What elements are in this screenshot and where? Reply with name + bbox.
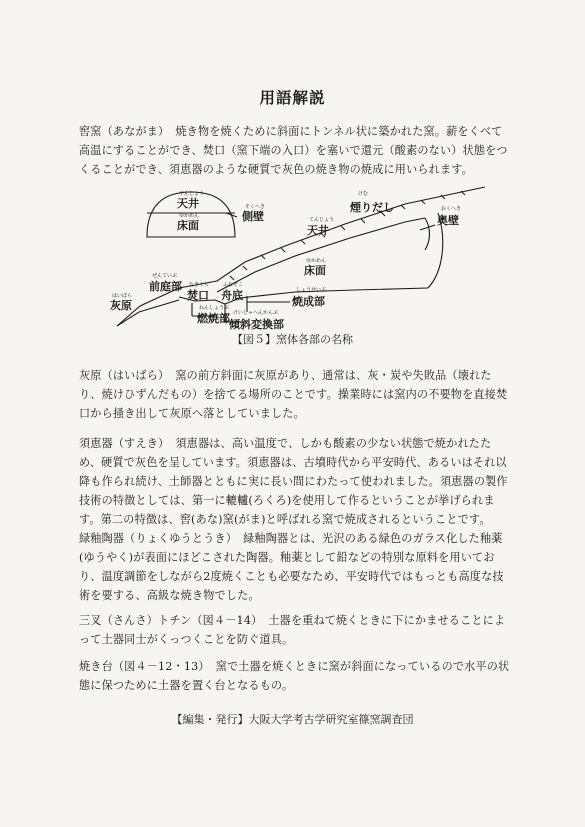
transition-label: 傾斜変換部 — [229, 318, 284, 331]
term-description: 窯の前方斜面に灰原があり、通常は、灰・炭や失敗品（壊れたり、焼けひずんだもの）を捨てる場所のことです。操業時には窯内の不要物を直接焚口から掻き出して灰原へ落としていました。 — [79, 369, 508, 420]
kiln-diagram — [95, 180, 505, 332]
backwall-ruby: おくへき — [441, 206, 462, 212]
floor-ruby: ゆかめん — [306, 258, 327, 264]
term-label: 焼き台（図４－12・13） — [79, 660, 210, 673]
term-paragraph — [79, 366, 511, 423]
term-label: 灰原（はいばら） — [79, 369, 170, 382]
term-description: 焼き物を焼くために斜面にトンネル状に築かれた窯。薪をくべて高温にすることができ、焚口（窯下端の入口）を塞いで還元（酸素のない）状態をつくることができ、須恵器のような硬質で灰色の焼き物の焼成に用いられます。 — [79, 125, 508, 176]
sidewall-ruby: そくへき — [245, 204, 266, 210]
transition-ruby: けいしゃへんかんぶ — [233, 310, 279, 316]
term-label: 緑釉陶器（りょくゆうとうき） — [79, 532, 238, 545]
chimney-label: 煙りだし — [350, 201, 394, 214]
term-paragraph — [79, 122, 511, 179]
ceiling-small-label: 天井 — [177, 197, 199, 210]
chimney-ruby: けむ — [358, 191, 369, 197]
chimney-line — [425, 218, 430, 250]
term-description: 窯で土器を焼くときに窯が斜面になっているので水平の状態に保つために土器を置く台となるもの。 — [79, 660, 510, 692]
ash-ruby: はいばら — [112, 293, 133, 299]
firemouth-label: 焚口 — [187, 289, 209, 302]
front-label: 前庭部 — [149, 280, 182, 293]
term-label: 窖窯（あながま） — [79, 125, 170, 138]
term-paragraph — [79, 657, 511, 695]
term-description: 須恵器は、高い温度で、しかも酸素の少ない状態で焼かれたため、硬質で灰色を呈しています。須恵器は、古墳時代から平安時代、あるいはそれ以降も作られ続け、土師器とともに実に長い間にわたって使われました。須恵器の製作技術の特徴としては、第一に轆轤(ろくろ)を使用して作るということが挙げられます。第二の特徴は、窖(あな)窯(がま)と呼ばれる窯で焼成されるということです。 — [79, 437, 508, 526]
combustion-ruby: ねんしょうぶ — [199, 305, 230, 311]
floor-label: 床面 — [304, 264, 326, 277]
floor-small-ruby: ゆかめん — [179, 213, 200, 219]
firing-ruby: しょうせいぶ — [296, 287, 327, 293]
page-title: 用語解説 — [259, 89, 326, 107]
ceiling-ruby: てんじょう — [309, 217, 335, 223]
boatbottom-label: 舟底 — [221, 289, 243, 302]
firemouth-ruby: たきぐち — [189, 282, 210, 288]
ash-label: 灰原 — [110, 299, 132, 312]
term-description: 緑釉陶器とは、光沢のある緑色のガラス化した釉薬(ゆうやく)が表面にほどこされた陶器。釉薬として鉛などの特別な原料を用いており、温度調節をしながら2度焼くことも必要なため、平安時代ではもっとも高度な技術を要する、高級な焼き物でした。 — [79, 532, 504, 602]
front-ruby: ぜんていぶ — [152, 273, 178, 279]
firing-label: 焼成部 — [292, 295, 325, 308]
publisher-footer: 【編集・発行】大阪大学考古学研究室篠窯調査団 — [171, 713, 414, 726]
term-paragraph — [79, 611, 511, 649]
combustion-label: 燃焼部 — [197, 312, 230, 325]
floor-small-label: 床面 — [177, 219, 199, 232]
sidewall-label: 側壁 — [242, 210, 264, 223]
figure-caption: 【図５】窯体各部の名称 — [232, 333, 353, 346]
term-label: 須恵器（すえき） — [79, 437, 170, 450]
term-description: 土器を重ねて焼くときに下にかませることによって土器同士がくっつくことを防ぐ道具。 — [79, 614, 506, 646]
boatbottom-ruby: ふなぞこ — [223, 282, 244, 288]
backwall-label: 奥壁 — [437, 214, 459, 227]
term-paragraph — [79, 434, 511, 529]
ceiling-small-ruby: てんじょう — [179, 191, 205, 197]
term-paragraph — [79, 529, 511, 605]
ceiling-label: 天井 — [307, 224, 329, 237]
term-label: 三叉（さんさ）トチン（図４－14） — [79, 614, 263, 627]
